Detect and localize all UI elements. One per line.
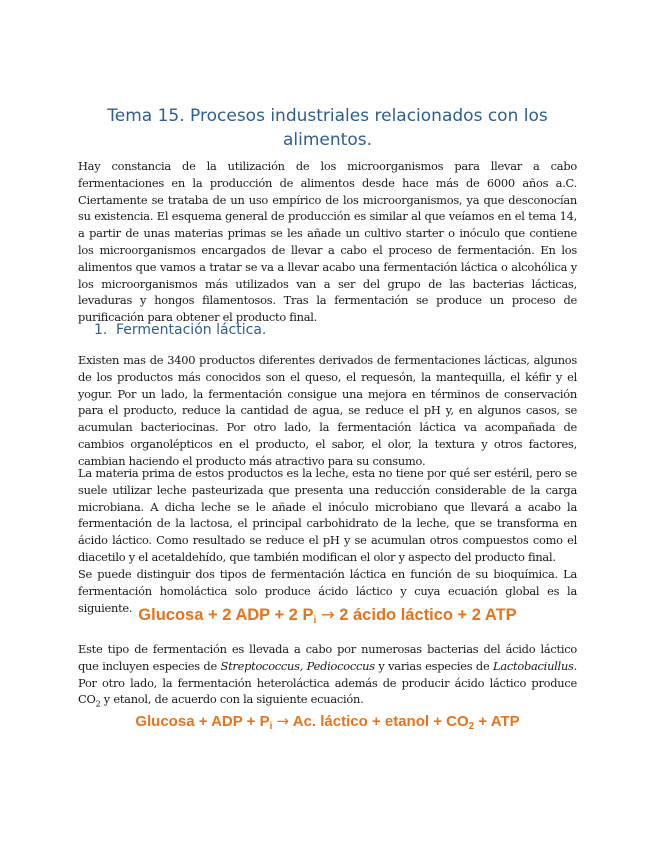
paragraph-3: Se puede distinguir dos tipos de fermentación láctica en función de su bioquímica. La fermentación homoláctica solo produce ácido láctico y cuya ecuación global es la siguiente.: [78, 567, 577, 615]
arrow-icon: →: [276, 712, 290, 730]
section-title: Fermentación láctica.: [116, 322, 267, 338]
genus-names: Streptococcus, Pediococcus: [220, 658, 375, 673]
title-line-2: alimentos.: [283, 130, 372, 150]
paragraph-1: Existen mas de 3400 productos diferentes derivados de fermentaciones lácticas, algunos de los productos más conocidos son el queso, el requesón, la mantequilla, el kéfir y el yogur. Por un lado, la fermentación consigue una mejora en términos de conservación para el producto, reduce la cantidad de agua, se reduce el pH y, en algunos casos, se acumulan bacteriocinas. Por otro lado, la fermentación láctica va acompañada de cambios organolépticos en el producto, el sabor, el olor, la textura y otros factores, cambian haciendo el producto más atractivo para su consumo.: [78, 353, 577, 468]
genus-name: Lactobaciullus: [493, 658, 574, 673]
equation-heterolactic: Glucosa + ADP + $P_i \to Ac$. láctico + etanol + $CO_2$ + ATP: [135, 712, 520, 732]
section-number: 1.: [94, 322, 108, 338]
page-title: [78, 104, 577, 152]
equation-homolactic: Glucosa + 2 ADP + 2 $P_i \to 2$ ácido láctico + 2 ATP: [138, 605, 517, 626]
arrow-icon: →: [320, 605, 335, 624]
title-line-1: Tema 15. Procesos industriales relacionados con los: [107, 106, 548, 126]
paragraph-2: La materia prima de estos productos es la leche, esta no tiene por qué ser estéril, pero se suele utilizar leche pasteurizada que presenta una reducción considerable de la carga microbiana. A dicha leche se le añade el inóculo microbiano que llevará a acabo la fermentación de la lactosa, el principal carbohidrato de la leche, que se transforma en ácido láctico. Como resultado se reduce el pH y se acumulan otros compuestos como el diacetilo y el acetaldehído, que también modifican el olor y aspecto del producto final.: [78, 466, 577, 564]
intro-paragraph: Hay constancia de la utilización de los microorganismos para llevar a cabo fermentaciones en la producción de alimentos desde hace más de 6000 años a.C. Ciertamente se trataba de un uso empírico de los microorganismos, ya que desconocían su existencia. El esquema general de producción es similar al que veíamos en el tema 14, a partir de unas materias primas se les añade un cultivo starter o inóculo que contiene los microorganismos encargados de llevar a cabo el proceso de fermentación. En los alimentos que vamos a tratar se va a llevar acabo una fermentación láctica o alcohólica y los microorganismos más utilizados van a ser del grupo de las bacterias lácticas, levaduras y hongos filamentosos. Tras la fermentación se produce un proceso de purificación para obtener el producto final.: [78, 159, 577, 325]
paragraph-4: Este tipo de fermentación es llevada a cabo por numerosas bacterias del ácido láctico que incluyen especies de Streptococcus, Pediococcus y varias especies de Lactobaciullus. Por otro lado, la fermentación heteroláctica además de producir ácido láctico produce $CO_2$ y etanol, de acuerdo con la siguiente ecuación.: [78, 642, 578, 709]
section-heading: [94, 322, 266, 338]
